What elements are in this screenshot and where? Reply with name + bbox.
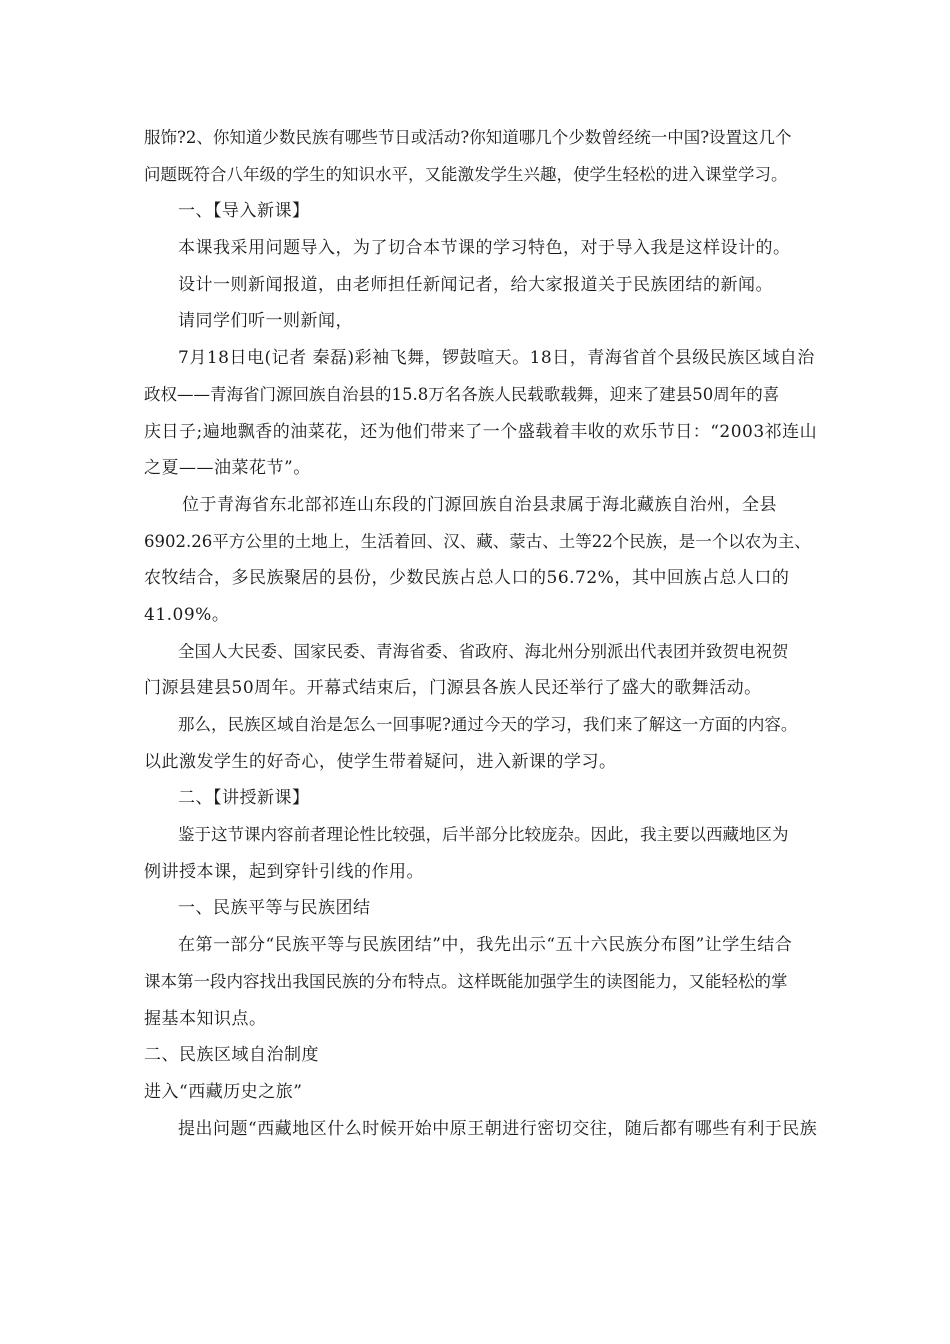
subsection-heading: 二、民族区域自治制度 <box>144 1045 319 1066</box>
text-line: 政权——青海省门源回族自治县的15.8万名各族人民载歌载舞，迎来了建县50周年的喜 <box>144 384 780 404</box>
text-line: 课本第一段内容找出我国民族的分布特点。这样既能加强学生的读图能力，又能轻松的掌 <box>144 971 788 991</box>
text-line: 农牧结合，多民族聚居的县份，少数民族占总人口的56.72%，其中回族占总人口的 <box>144 568 790 589</box>
text-line: 庆日子;遍地飘香的油菜花，还为他们带来了一个盛载着丰收的欢乐节日：“2003祁连山 <box>144 421 818 442</box>
text-line: 门源县建县50周年。开幕式结束后，门源县各族人民还举行了盛大的歌舞活动。 <box>144 678 762 699</box>
text-line: 请同学们听一则新闻， <box>178 311 353 332</box>
text-line: 鉴于这节课内容前者理论性比较强，后半部分比较庞杂。因此，我主要以西藏地区为 <box>178 825 789 845</box>
text-line: 之夏——油菜花节”。 <box>144 458 311 479</box>
subsection-heading: 一、民族平等与民族团结 <box>178 898 371 919</box>
text-line: 那么，民族区域自治是怎么一回事呢?通过今天的学习，我们来了解这一方面的内容。 <box>178 715 798 734</box>
text-line: 本课我采用问题导入，为了切合本节课的学习特色，对于导入我是这样设计的。 <box>178 238 791 259</box>
text-line: 在第一部分“民族平等与民族团结”中，我先出示“五十六民族分布图”让学生结合 <box>178 935 793 956</box>
text-line: 全国人大民委、国家民委、青海省委、省政府、海北州分别派出代表团并致贺电祝贺 <box>178 641 789 661</box>
text-line: 设计一则新闻报道，由老师担任新闻记者，给大家报道关于民族团结的新闻。 <box>178 274 773 295</box>
text-line: 41.09%。 <box>144 604 230 625</box>
text-line: 提出问题“西藏地区什么时候开始中原王朝进行密切交往，随后都有哪些有利于民族 <box>178 1118 818 1139</box>
text-line: 位于青海省东北部祁连山东段的门源回族自治县隶属于海北藏族自治州，全县 <box>182 494 777 515</box>
text-line: 7月18日电(记者 秦磊)彩袖飞舞，锣鼓喧天。18日，青海省首个县级民族区域自治 <box>178 348 815 369</box>
text-line: 6902.26平方公里的土地上，生活着回、汉、藏、蒙古、土等22个民族，是一个以农为主、 <box>144 531 811 551</box>
text-line: 以此激发学生的好奇心，使学生带着疑问，进入新课的学习。 <box>144 751 617 772</box>
text-line: 进入“西藏历史之旅” <box>144 1081 303 1102</box>
section-heading: 二、【讲授新课】 <box>178 788 310 809</box>
text-line: 问题既符合八年级的学生的知识水平，又能激发学生兴趣，使学生轻松的进入课堂学习。 <box>144 164 788 184</box>
text-line: 例讲授本课，起到穿针引线的作用。 <box>144 861 424 882</box>
text-line: 服饰?2、你知道少数民族有哪些节日或活动?你知道哪几个少数曾经统一中国?设置这几个 <box>144 128 792 147</box>
section-heading: 一、【导入新课】 <box>178 201 310 222</box>
text-line: 握基本知识点。 <box>144 1008 267 1029</box>
document-body <box>144 120 818 1147</box>
